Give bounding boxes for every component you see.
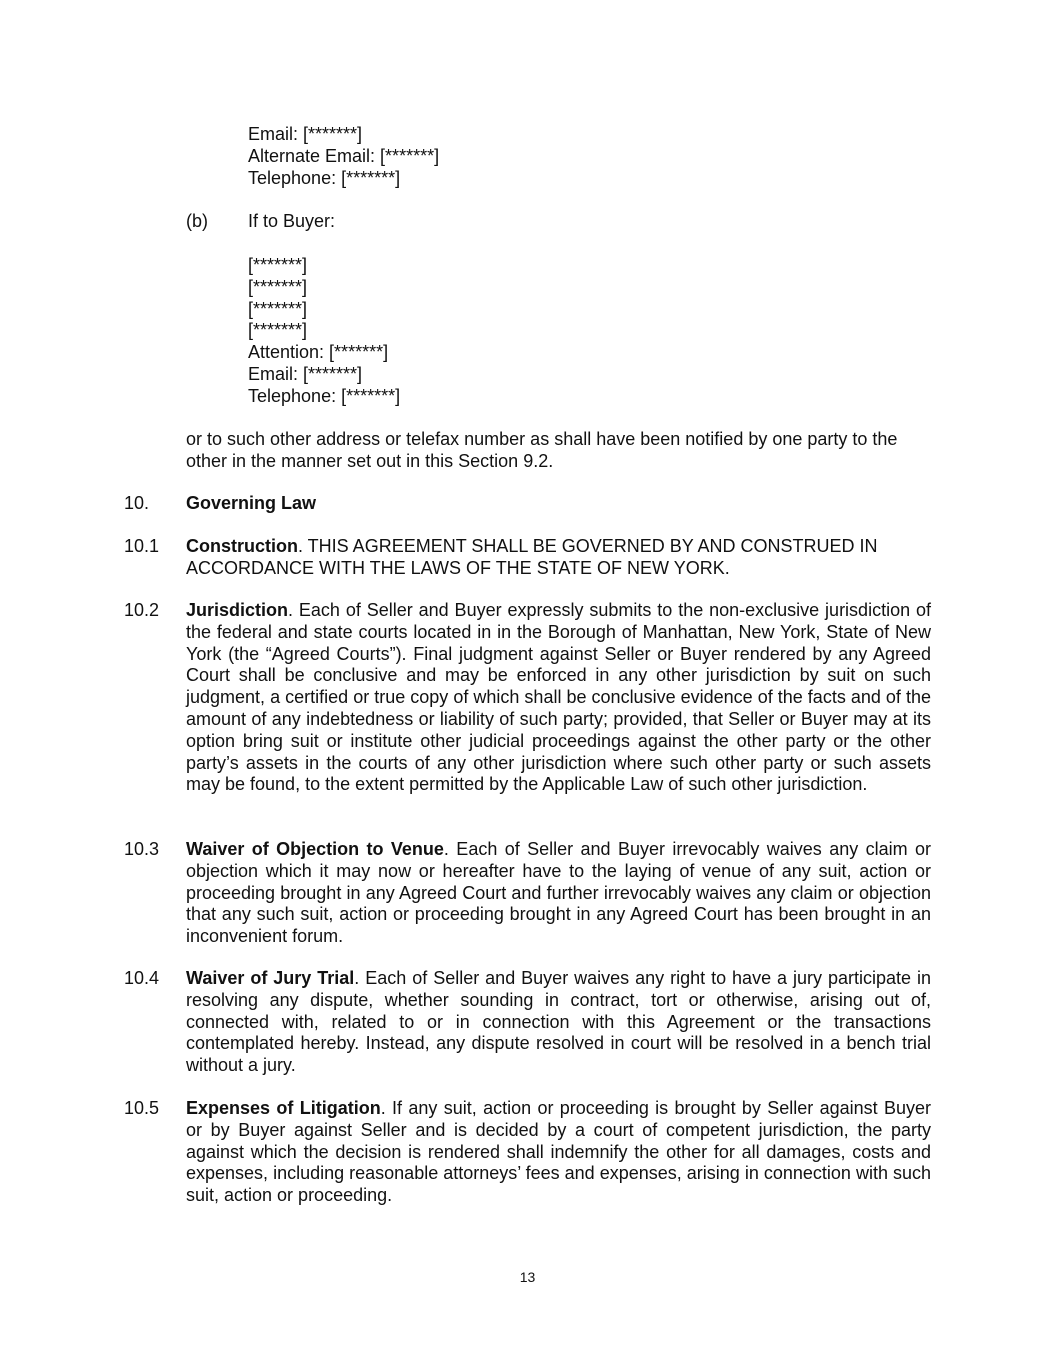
clause-text: . Each of Seller and Buyer expressly submits to the non-exclusive jurisdiction of the federal and state courts located in in the Borough of Manhattan, New York, State of New York (the “Agreed Courts”). Final judgment against Seller or Buyer rendered by any Agreed Court shall be conclusive and may be enforced in any other jurisdiction by suit on such judgment, a certified or true copy of which shall be conclusive evidence of the facts and of the amount of any indebtedness or liability of such party; provided, that Seller or Buyer may at its option bring suit or institute other judicial proceedings against the other party or the other party’s assets in the courts of any other jurisdiction where such other party or such assets may be found, to the extent permitted by the Applicable Law of such other jurisdiction.: [186, 600, 931, 795]
clause-text: . Each of Seller and Buyer irrevocably waives any claim or objection which it may now or hereafter have to the laying of venue of any suit, action or proceeding brought in any Agreed Court and further irrevocably waives any claim or objection that any such suit, action or proceeding brought in any Agreed Court has been brought in an inconvenient forum.: [186, 839, 931, 947]
clause-title: Waiver of Objection to Venue: [186, 839, 444, 859]
clause-number: 10.1: [124, 536, 160, 556]
seller-telephone: Telephone: [*******]: [248, 167, 401, 188]
section-title: Governing Law: [186, 493, 317, 513]
buyer-telephone: Telephone: [*******]: [248, 385, 401, 406]
buyer-notice-label: (b): [186, 211, 208, 231]
page-number: 13: [519, 1269, 536, 1285]
buyer-email: Email: [*******]: [248, 363, 363, 384]
clause-title: Jurisdiction: [186, 600, 289, 620]
clause-number: 10.3: [124, 839, 160, 859]
notice-closing-paragraph: or to such other address or telefax number as shall have been notified by one party to the other in the manner set out in this Section 9.2.: [186, 429, 898, 471]
section-number: 10.: [124, 493, 150, 513]
clause-text: . THIS AGREEMENT SHALL BE GOVERNED BY AND CONSTRUED IN ACCORDANCE WITH THE LAWS OF THE STATE OF NEW YORK.: [186, 536, 878, 578]
buyer-notice-heading: If to Buyer:: [248, 211, 336, 231]
clause-title: Expenses of Litigation: [186, 1098, 381, 1118]
seller-contact-block: [248, 124, 439, 189]
clause-title: Waiver of Jury Trial: [186, 968, 355, 988]
buyer-address-line: [*******]: [248, 276, 308, 297]
clause-expenses: [186, 1098, 931, 1207]
clause-title: Construction: [186, 536, 298, 556]
clause-number: 10.2: [124, 600, 160, 620]
seller-alternate-email: Alternate Email: [*******]: [248, 145, 440, 166]
clause-construction: [186, 536, 931, 580]
clause-waiver-venue: [186, 839, 931, 948]
buyer-address-line: [*******]: [248, 298, 308, 319]
seller-email: Email: [*******]: [248, 124, 363, 144]
clause-number: 10.5: [124, 1098, 160, 1118]
clause-waiver-jury: [186, 968, 931, 1077]
clause-text: . Each of Seller and Buyer waives any right to have a jury participate in resolving any dispute, whether sounding in contract, tort or otherwise, arising out of, connected with, related to or in connection with this Agreement or the transactions contemplated hereby. Instead, any dispute resolved in court will be resolved in a bench trial without a jury.: [186, 968, 931, 1076]
buyer-address-line: [*******]: [248, 255, 308, 275]
buyer-address-line: [*******]: [248, 320, 308, 341]
clause-text: . If any suit, action or proceeding is brought by Seller against Buyer or by Buyer against Seller and is decided by a court of competent jurisdiction, the party against which the decision is rendered shall indemnify the other for all damages, costs and expenses, including reasonable attorneys’ fees and expenses, arising in connection with such suit, action or proceeding.: [186, 1098, 932, 1206]
buyer-attention: Attention: [*******]: [248, 342, 389, 363]
clause-number: 10.4: [124, 968, 160, 988]
buyer-contact-block: [248, 255, 400, 408]
clause-jurisdiction: [186, 600, 931, 796]
